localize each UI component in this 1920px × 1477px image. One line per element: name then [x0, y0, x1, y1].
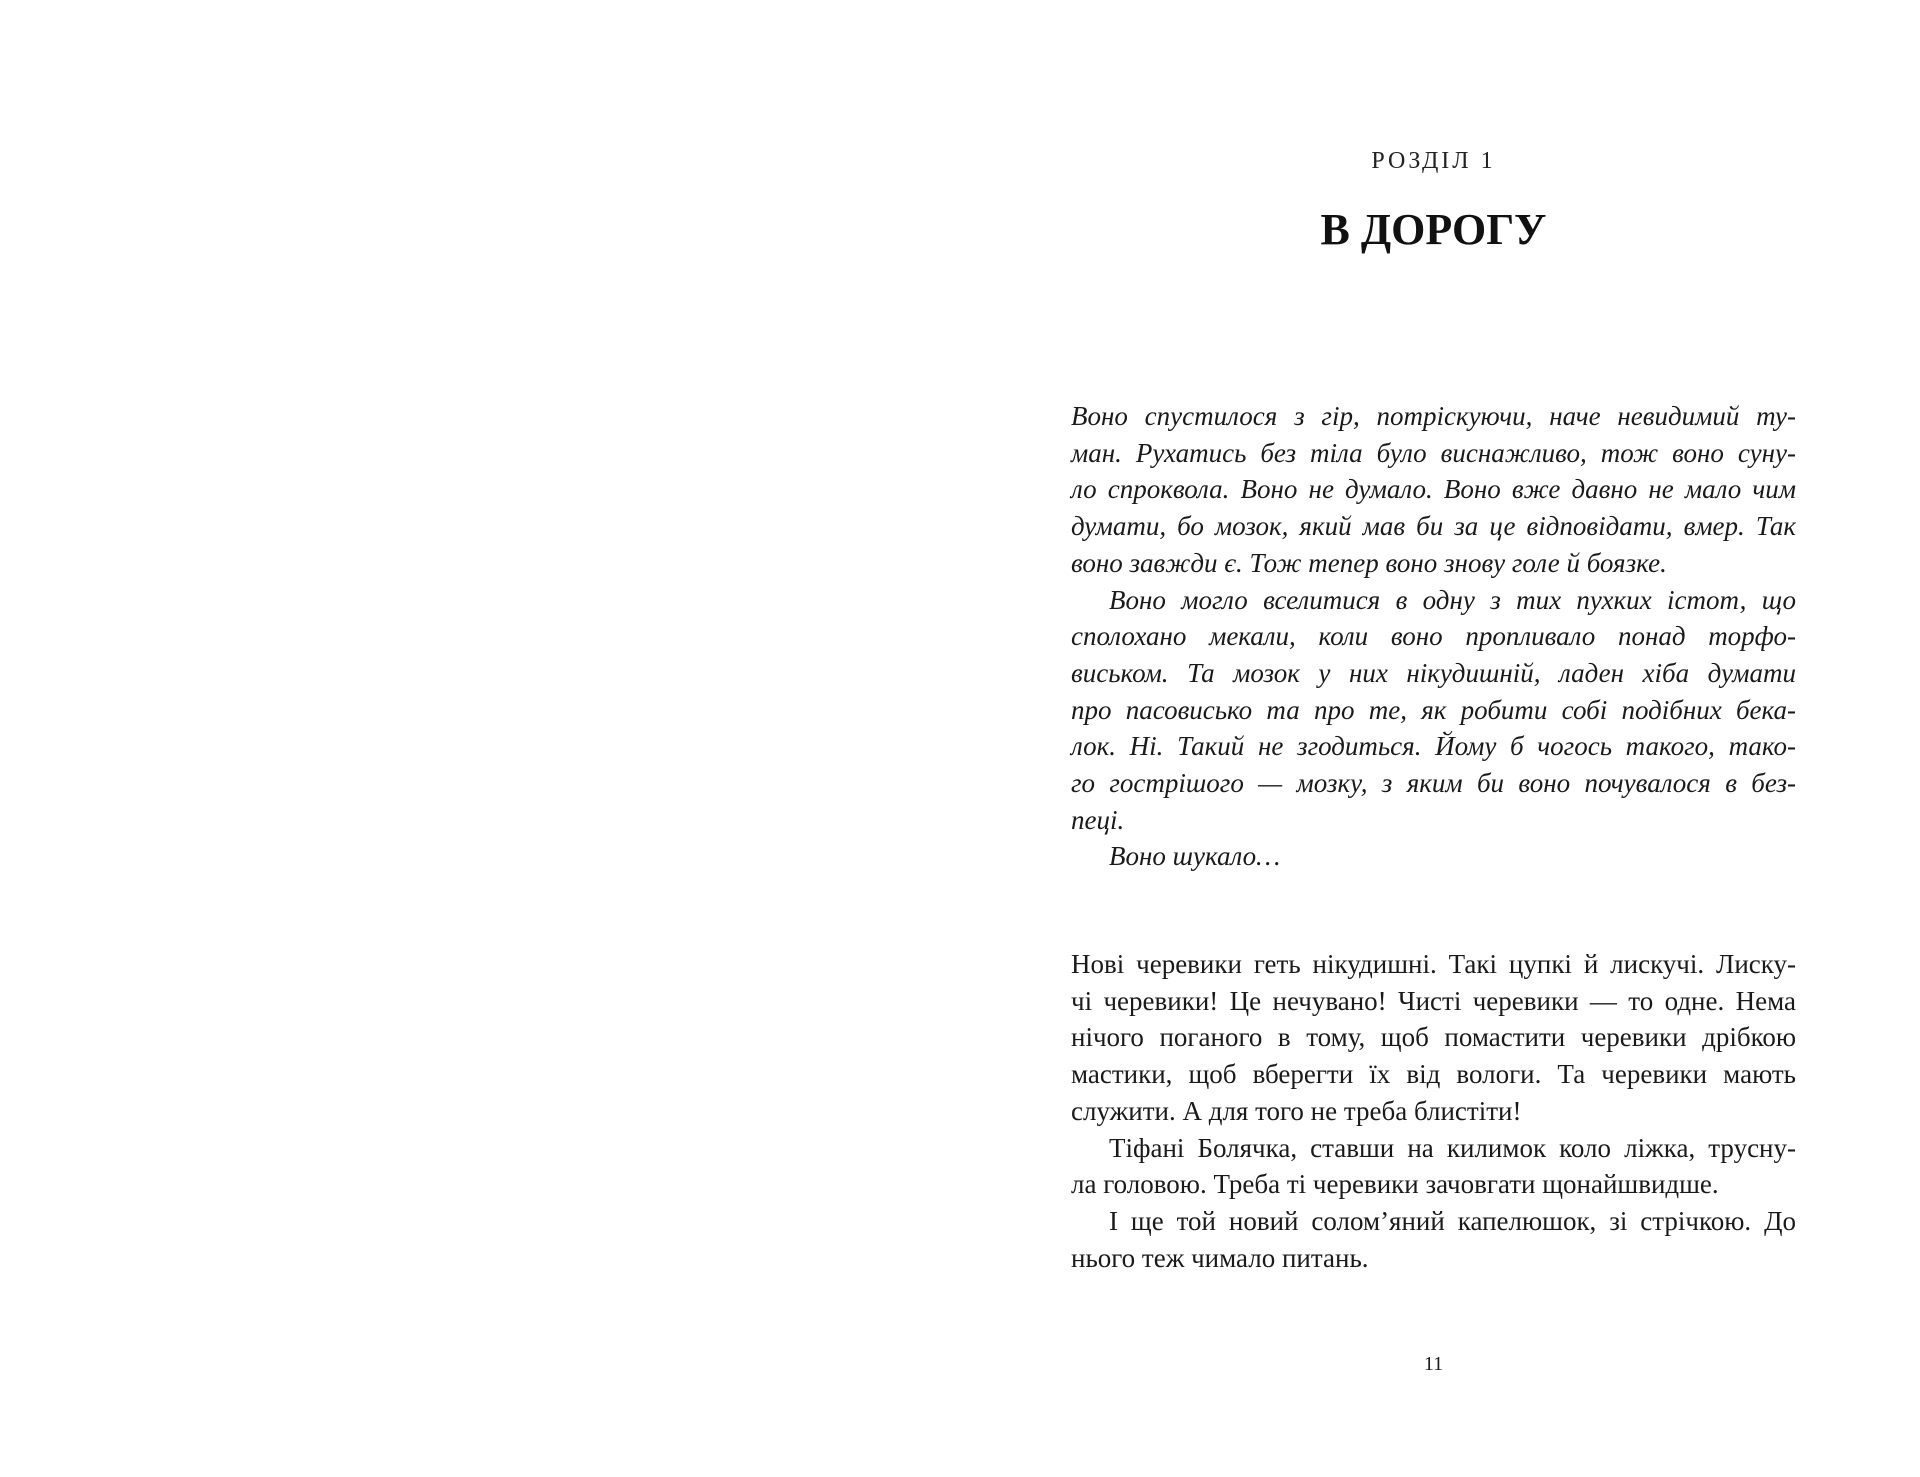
- page-number: 11: [1423, 1353, 1444, 1375]
- text-line: Тіфані Болячка, ставши на килимок коло ліжка, трусну-: [1109, 1132, 1796, 1163]
- text-line: про пасовисько та про те, як робити собі подібних бека-: [1071, 694, 1796, 725]
- text-line: воно завжди є. Тож тепер воно знову голе й боязке.: [1071, 547, 1667, 578]
- text-line: служити. А для того не треба блистіти!: [1071, 1095, 1522, 1126]
- text-line: виськом. Та мозок у них нікудишній, ладен хіба думати: [1071, 657, 1796, 688]
- text-line: лок. Ні. Такий не згодиться. Йому б чогось такого, тако-: [1071, 731, 1796, 762]
- text-line: чі черевики! Це нечувано! Чисті черевики — то одне. Нема: [1071, 985, 1796, 1016]
- text-line: нічого поганого в тому, щоб помастити черевики дрібкою: [1071, 1022, 1796, 1053]
- text-line: думати, бо мозок, який мав би за це відповідати, вмер. Так: [1071, 511, 1796, 542]
- text-line: Нові черевики геть нікудишні. Такі цупкі й лискучі. Лиску-: [1071, 949, 1796, 979]
- text-line: сполохано мекали, коли воно пропливало понад торфо-: [1071, 621, 1796, 652]
- text-line: нього теж чимало питань.: [1071, 1242, 1369, 1273]
- italic-prologue-text: [1071, 398, 1796, 875]
- text-line: Воно шукало…: [1109, 841, 1281, 872]
- text-line: го гострішого — мозку, з яким би воно почувалося в без-: [1071, 768, 1796, 799]
- text-line: Воно спустилося з гір, потріскуючи, наче невидимий ту-: [1071, 401, 1796, 431]
- text-line: І ще той новий солом’яний капелюшок, зі стрічкою. До: [1109, 1205, 1796, 1236]
- text-line: ла головою. Треба ті черевики зачовгати щонайшвидше.: [1071, 1169, 1719, 1200]
- text-line: ло спроквола. Воно не думало. Воно вже давно не мало чим: [1071, 474, 1796, 505]
- text-line: ман. Рухатись без тіла було виснажливо, тож воно суну-: [1071, 437, 1796, 468]
- chapter-title: В ДОРОГУ: [1320, 205, 1547, 254]
- text-line: пеці.: [1071, 804, 1125, 835]
- chapter-label: РОЗДІЛ 1: [1371, 148, 1496, 174]
- body-text: [1071, 946, 1796, 1276]
- text-line: мастики, щоб вберегти їх від вологи. Та черевики мають: [1071, 1059, 1796, 1090]
- text-line: Воно могло вселитися в одну з тих пухких істот, що: [1109, 584, 1796, 615]
